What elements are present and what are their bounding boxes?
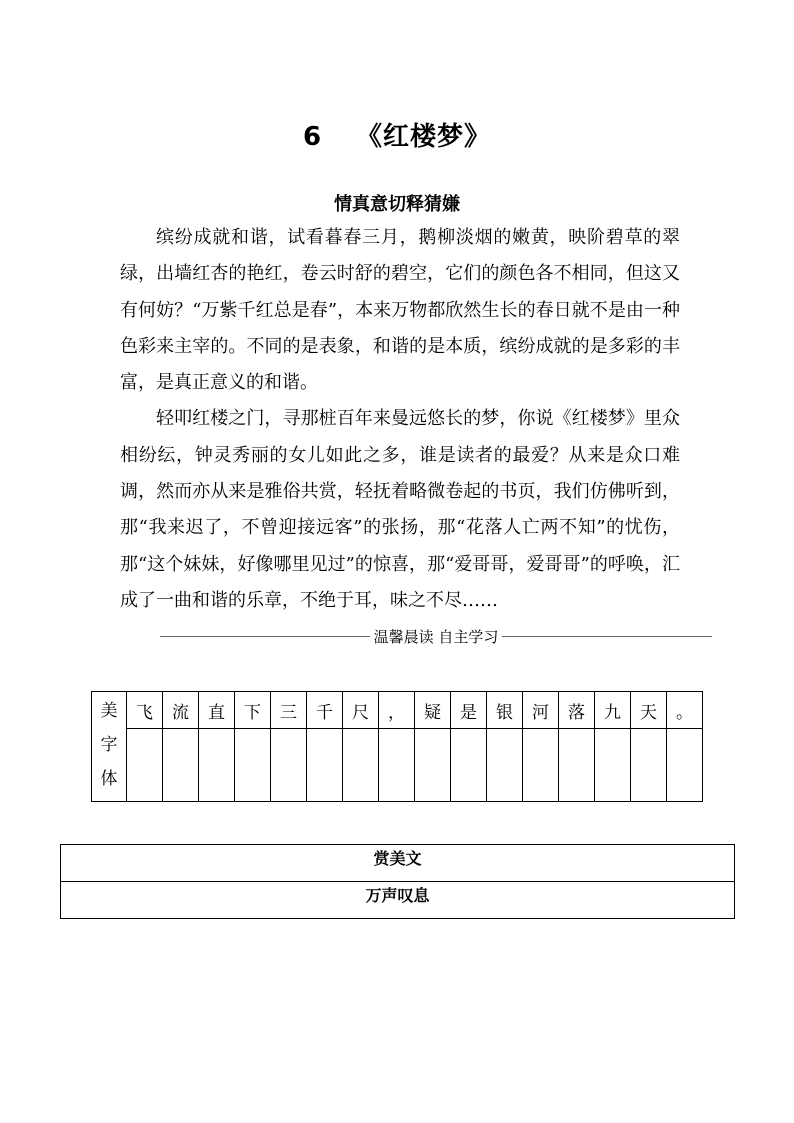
source-char-cell: 直 <box>199 692 235 729</box>
row-label-char: 字 <box>100 735 118 755</box>
row-label-char: 美 <box>100 701 118 721</box>
practice-cell <box>631 729 667 802</box>
practice-cell <box>487 729 523 802</box>
source-char-cell: 银 <box>487 692 523 729</box>
source-char-cell: 三 <box>271 692 307 729</box>
essay-paragraph-1: 缤纷成就和谐，试看暮春三月，鹅柳淡烟的嫩黄，映阶碧草的翠绿，出墙红杏的艳红，卷云时舒的碧空，它们的颜色各不相同，但这又有何妨？“万紫千红总是春”，本来万物都欣然生长的春日就不是由一种色彩来主宰的。不同的是表象，和谐的是本质，缤纷成就的是多彩的丰富，是真正意义的和谐。 <box>120 227 680 394</box>
source-char-cell: 河 <box>523 692 559 729</box>
practice-cell <box>271 729 307 802</box>
appreciation-box <box>60 844 735 919</box>
practice-cell <box>307 729 343 802</box>
row-label-char: 体 <box>100 769 118 789</box>
source-char-cell: 九 <box>595 692 631 729</box>
practice-cell <box>595 729 631 802</box>
practice-cell <box>451 729 487 802</box>
essay-body <box>120 220 680 619</box>
practice-cell <box>235 729 271 802</box>
practice-cell <box>163 729 199 802</box>
practice-row <box>92 729 703 802</box>
box-subheading: 万声叹息 <box>61 881 734 918</box>
source-char-cell: 疑 <box>415 692 451 729</box>
lesson-title: 《红楼梦》 <box>356 122 492 152</box>
source-char-cell: 天 <box>631 692 667 729</box>
source-char-cell: 流 <box>163 692 199 729</box>
divider-line-left <box>160 636 370 637</box>
lesson-number: 6 <box>302 122 323 152</box>
calligraphy-practice-table <box>91 691 703 802</box>
source-char-cell: 下 <box>235 692 271 729</box>
practice-cell <box>379 729 415 802</box>
source-char-cell: 落 <box>559 692 595 729</box>
source-char-cell: ， <box>379 692 415 729</box>
source-char-cell: 尺 <box>343 692 379 729</box>
section-divider <box>160 624 712 648</box>
essay-subtitle: 情真意切释猜嫌 <box>334 194 460 215</box>
page-title <box>0 116 794 153</box>
practice-cell <box>127 729 163 802</box>
practice-cell <box>199 729 235 802</box>
practice-cell <box>415 729 451 802</box>
source-char-cell: 是 <box>451 692 487 729</box>
box-heading: 赏美文 <box>373 849 422 868</box>
source-char-cell: 千 <box>307 692 343 729</box>
essay-paragraph-2: 轻叩红楼之门，寻那桩百年来曼远悠长的梦，你说《红楼梦》里众相纷纭，钟灵秀丽的女儿如此之多，谁是读者的最爱？从来是众口难调，然而亦从来是雅俗共赏，轻抚着略微卷起的书页，我们仿佛听到，那“我来迟了，不曾迎接远客”的张扬，那“花落人亡两不知”的忧伤，那“这个妹妹，好像哪里见过”的惊喜，那“爱哥哥，爱哥哥”的呼唤，汇成了一曲和谐的乐章，不绝于耳，味之不尽…… <box>120 408 680 611</box>
divider-line-right <box>502 636 712 637</box>
practice-cell <box>343 729 379 802</box>
source-char-cell: 飞 <box>127 692 163 729</box>
practice-cell <box>559 729 595 802</box>
row-label-cell <box>92 692 127 802</box>
source-char-row <box>92 692 703 729</box>
source-char-cell: 。 <box>667 692 703 729</box>
practice-cell <box>667 729 703 802</box>
practice-cell <box>523 729 559 802</box>
section-divider-label: 温馨晨读 自主学习 <box>373 627 499 646</box>
